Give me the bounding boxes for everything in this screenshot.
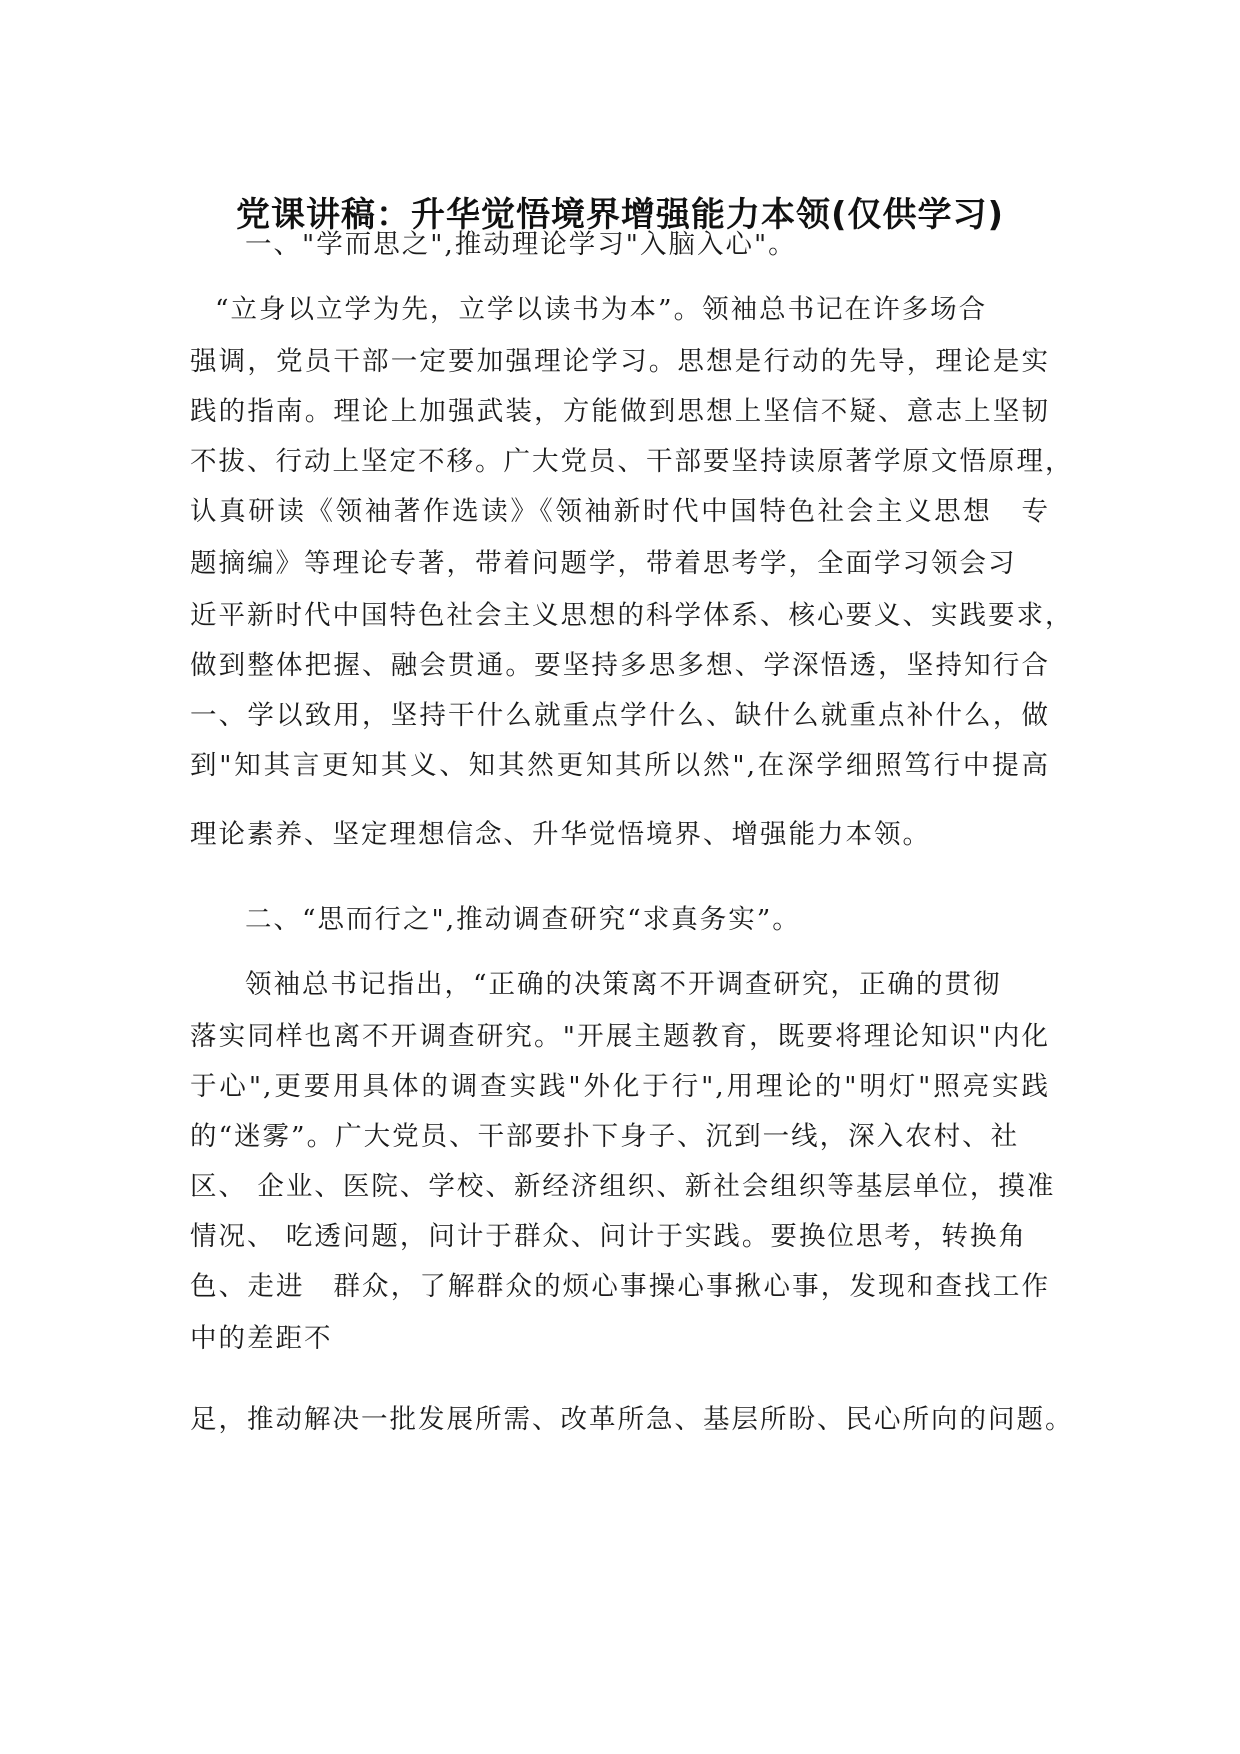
- paragraph-line: 足，推动解决一批发展所需、改革所急、基层所盼、民心所向的问题。: [190, 1404, 1074, 1435]
- paragraph-line: 认真研读《领袖著作选读》《领袖新时代中国特色社会主义思想 专: [190, 496, 1050, 527]
- paragraph-line: 践的指南。理论上加强武装，方能做到思想上坚信不疑、意志上坚韧: [190, 396, 1050, 427]
- paragraph-line: 情况、 吃透问题，问计于群众、问计于实践。要换位思考，转换角: [190, 1221, 1027, 1252]
- paragraph-line: 不拔、行动上坚定不移。广大党员、干部要坚持读原著学原文悟原理，: [190, 446, 1074, 477]
- section-heading-2: 二、“思而行之",推动调查研究“求真务实”。: [245, 904, 801, 935]
- paragraph-line: 一、学以致用，坚持干什么就重点学什么、缺什么就重点补什么，做: [190, 700, 1050, 731]
- paragraph-line: 于心",更要用具体的调查实践"外化于行",用理论的"明灯"照亮实践: [190, 1071, 1050, 1102]
- paragraph-line: 强调，党员干部一定要加强理论学习。思想是行动的先导，理论是实: [190, 346, 1050, 377]
- paragraph-line: 落实同样也离不开调查研究。"开展主题教育，既要将理论知识"内化: [190, 1021, 1050, 1052]
- paragraph-line: 理论素养、坚定理想信念、升华觉悟境界、增强能力本领。: [190, 819, 931, 850]
- paragraph-line: 区、 企业、医院、学校、新经济组织、新社会组织等基层单位，摸准: [190, 1171, 1056, 1202]
- paragraph-line: 中的差距不: [190, 1323, 333, 1354]
- paragraph-line: “立身以立学为先，立学以读书为本”。领袖总书记在许多场合: [215, 294, 988, 325]
- paragraph-line: 近平新时代中国特色社会主义思想的科学体系、核心要义、实践要求，: [190, 600, 1074, 631]
- paragraph-line: 题摘编》等理论专著，带着问题学，带着思考学，全面学习领会习: [190, 548, 1017, 579]
- paragraph-line: 的“迷雾”。广大党员、干部要扑下身子、沉到一线，深入农村、社: [190, 1121, 1020, 1152]
- paragraph-line: 色、走进 群众，了解群众的烦心事操心事揪心事，发现和查找工作: [190, 1271, 1050, 1302]
- document-title: 党课讲稿：升华觉悟境界增强能力本领(仅供学习): [235, 195, 1005, 235]
- paragraph-line: 做到整体把握、融会贯通。要坚持多思多想、学深悟透，坚持知行合: [190, 650, 1050, 681]
- paragraph-line: 到"知其言更知其义、知其然更知其所以然",在深学细照笃行中提高: [190, 750, 1050, 781]
- section-heading-1: 一、"学而思之",推动理论学习"入脑入心"。: [245, 229, 797, 260]
- paragraph-line: 领袖总书记指出，“正确的决策离不开调查研究，正确的贯彻: [245, 969, 1002, 1000]
